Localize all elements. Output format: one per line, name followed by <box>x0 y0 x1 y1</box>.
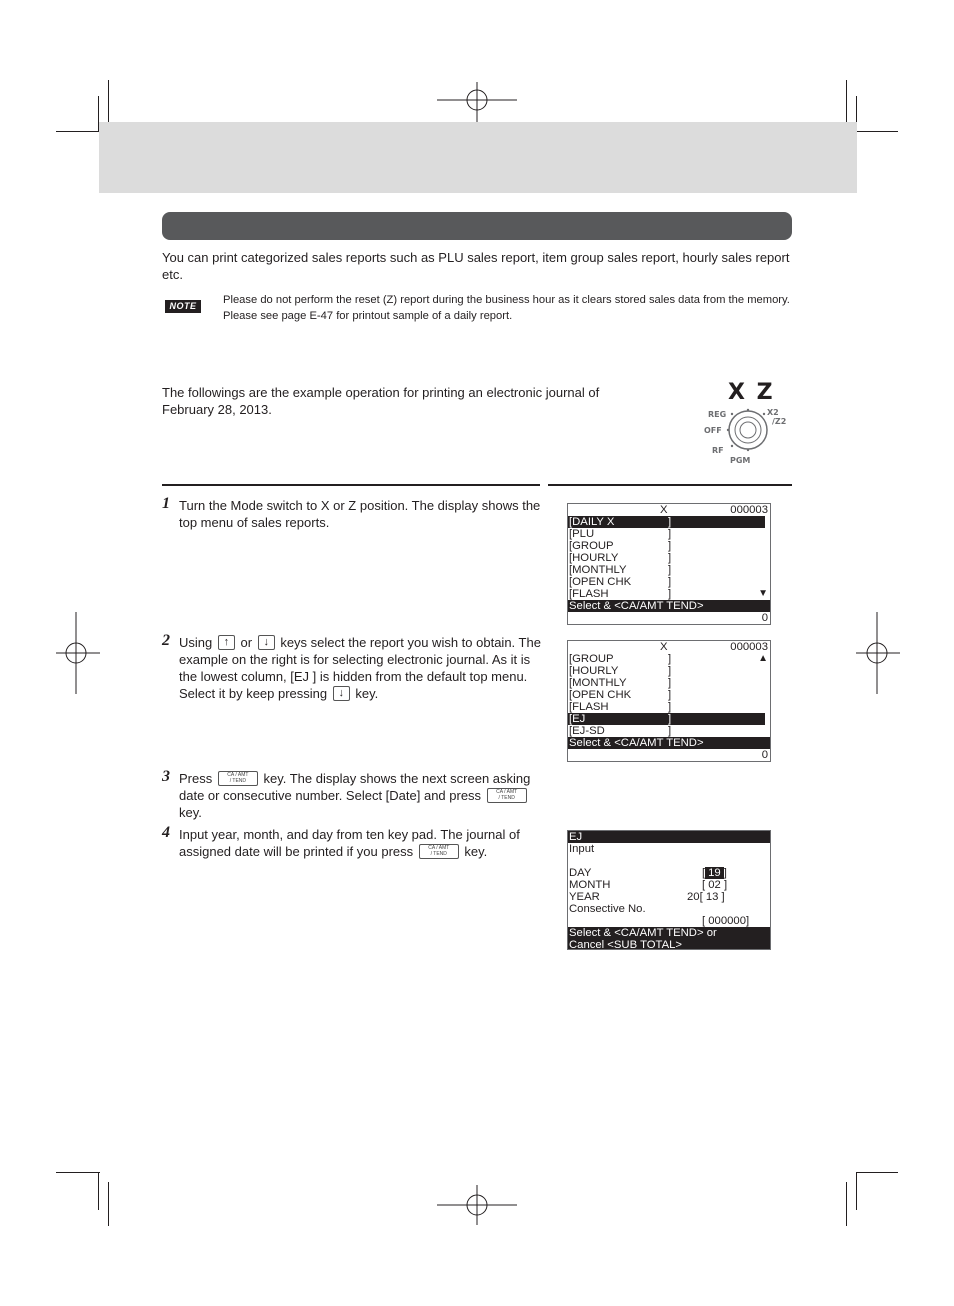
crop-mark <box>108 80 109 124</box>
step-text-2 <box>179 634 541 702</box>
lcd-menu-item: [FLASH ] ▼ <box>569 588 768 600</box>
crop-mark <box>846 1182 847 1226</box>
scroll-down-icon: ▼ <box>758 588 768 599</box>
dial-label-pgm: PGM <box>730 456 751 465</box>
lcd-consec-row: Consective No. <box>569 903 646 915</box>
lcd-menu-item: [OPEN CHK ] <box>569 576 672 588</box>
lcd-menu-item-selected: [EJ ] <box>568 713 765 725</box>
lcd-number: 000003 <box>730 504 768 516</box>
crop-mark <box>98 1172 99 1210</box>
note-badge: NOTE <box>165 300 201 313</box>
lcd-subtitle: Input <box>569 843 595 855</box>
example-text: The followings are the example operation for printing an electronic journal of February 28, 2013. <box>162 385 600 417</box>
lcd-menu-item: [HOURLY ] <box>569 552 672 564</box>
registration-mark-right <box>856 612 900 694</box>
lcd-menu-item: [OPEN CHK ] <box>569 689 672 701</box>
up-key-icon: ↑ <box>218 635 235 650</box>
step4-text-a: Input year, month, and day from ten key pad. The journal of assigned date will be printed if you press <box>179 827 520 859</box>
crop-mark <box>56 1172 100 1173</box>
crop-mark <box>846 80 847 124</box>
crop-mark <box>856 1172 898 1173</box>
mode-switch-diagram <box>700 380 800 470</box>
dial-icon <box>726 408 770 452</box>
lcd-bottom-row: 0 <box>761 612 768 624</box>
lcd-month-row: MONTH [ 02 ] <box>569 879 728 891</box>
ca-amt-tend-key-icon: CA / AMT / TEND <box>487 788 527 803</box>
lcd-month-value: [ 02 ] <box>702 879 728 891</box>
step4-text-b: key. <box>464 844 488 859</box>
step-number-3: 3 <box>162 768 170 785</box>
lcd-menu-item: [FLASH ] <box>569 701 672 713</box>
lcd-menu-item: [MONTHLY ] <box>569 677 672 689</box>
dial-label-x2: X2 <box>767 408 779 417</box>
step2-text-a: Using <box>179 635 213 650</box>
rule-left <box>162 484 540 486</box>
lcd-mode: X <box>660 504 668 516</box>
step2-text-d: key. <box>355 686 379 702</box>
lcd-mode: X <box>660 641 668 653</box>
step-number-2: 2 <box>162 632 170 649</box>
dial-label-z2: /Z2 <box>772 417 787 426</box>
lcd-header-row <box>568 504 770 516</box>
ca-amt-tend-key-icon: CA / AMT / TEND <box>419 844 459 859</box>
crop-mark <box>56 131 100 132</box>
lcd-title: EJ <box>568 831 770 843</box>
down-key-icon: ↓ <box>258 635 275 650</box>
crop-mark <box>856 1172 857 1210</box>
scroll-up-icon: ▲ <box>758 653 768 664</box>
lcd-menu-item: [HOURLY ] <box>569 665 672 677</box>
lcd-footer: Select & <CA/AMT TEND> <box>568 737 770 749</box>
section-title-bar <box>162 212 792 240</box>
lcd-footer: Select & <CA/AMT TEND> <box>568 600 770 612</box>
registration-mark-bottom <box>437 1185 517 1227</box>
intro-paragraph: You can print categorized sales reports such as PLU sales report, item group sales report, hourly sales report etc. <box>162 250 790 282</box>
lcd-menu-item: [PLU ] <box>569 528 672 540</box>
registration-mark-left <box>56 612 100 694</box>
lcd-year-value: 20[ 13 ] <box>687 891 725 903</box>
lcd-day-value: 19 <box>705 867 724 879</box>
lcd-display-3 <box>567 830 771 950</box>
ca-amt-tend-key-icon: CA / AMT / TEND <box>218 771 258 786</box>
crop-mark <box>856 131 898 132</box>
lcd-menu-item-selected: [DAILY X ] <box>568 516 765 528</box>
step3-text-a: Press <box>179 771 213 786</box>
lcd-footer-1: Select & <CA/AMT TEND> or <box>568 927 770 939</box>
step-text-4 <box>179 826 541 860</box>
lcd-menu-item: [GROUP ] <box>569 540 672 552</box>
step-number-4: 4 <box>162 824 170 841</box>
header-band <box>99 122 857 193</box>
mode-xz-label: X Z <box>728 380 775 405</box>
rule-right <box>548 484 792 486</box>
dial-label-rf: RF <box>712 446 724 455</box>
step2-text-c: keys select the report you wish to obtain. The example on the right is for selecting electronic journal. As it is the lowest column, [EJ ] is hidden from the default top menu. Select it by keep pressing <box>179 635 541 702</box>
lcd-menu-item: [GROUP ] ▲ <box>569 653 768 665</box>
lcd-menu-item: [MONTHLY ] <box>569 564 672 576</box>
step-number-1: 1 <box>162 495 170 512</box>
lcd-bottom-row: 0 <box>761 749 768 761</box>
lcd-year-row: YEAR 20[ 13 ] <box>569 891 725 903</box>
dial-label-off: OFF <box>704 426 722 435</box>
lcd-number: 000003 <box>730 641 768 653</box>
registration-mark-top <box>437 82 517 124</box>
lcd-menu-item: [EJ-SD ] <box>569 725 672 737</box>
lcd-display-1 <box>567 503 771 625</box>
step3-text-b: key. The display shows the next screen asking date or consecutive number. Select [Date] and press <box>179 771 531 804</box>
lcd-blank-row <box>568 855 770 867</box>
lcd-consec-value: [ 000000] <box>702 915 750 927</box>
lcd-consec-value-row <box>568 915 770 927</box>
note-text <box>223 292 793 324</box>
step3-text-c: key. <box>179 805 202 821</box>
down-key-icon: ↓ <box>333 686 350 701</box>
step2-text-b: or <box>240 635 253 650</box>
crop-mark <box>108 1182 109 1226</box>
lcd-header-row <box>568 641 770 653</box>
lcd-day-row: DAY [ 19 ] <box>569 867 727 879</box>
step-text-1: Turn the Mode switch to X or Z position. The display shows the top menu of sales reports. <box>179 498 541 530</box>
note-line-1: Please do not perform the reset (Z) report during the business hour as it clears stored sales data from the memory. <box>223 294 790 306</box>
step-text-3 <box>179 770 541 821</box>
note-line-2: Please see page E-47 for printout sample of a daily report. <box>223 310 513 322</box>
dial-label-reg: REG <box>708 410 727 419</box>
lcd-footer-2: Cancel <SUB TOTAL> <box>568 939 770 950</box>
lcd-display-2 <box>567 640 771 762</box>
